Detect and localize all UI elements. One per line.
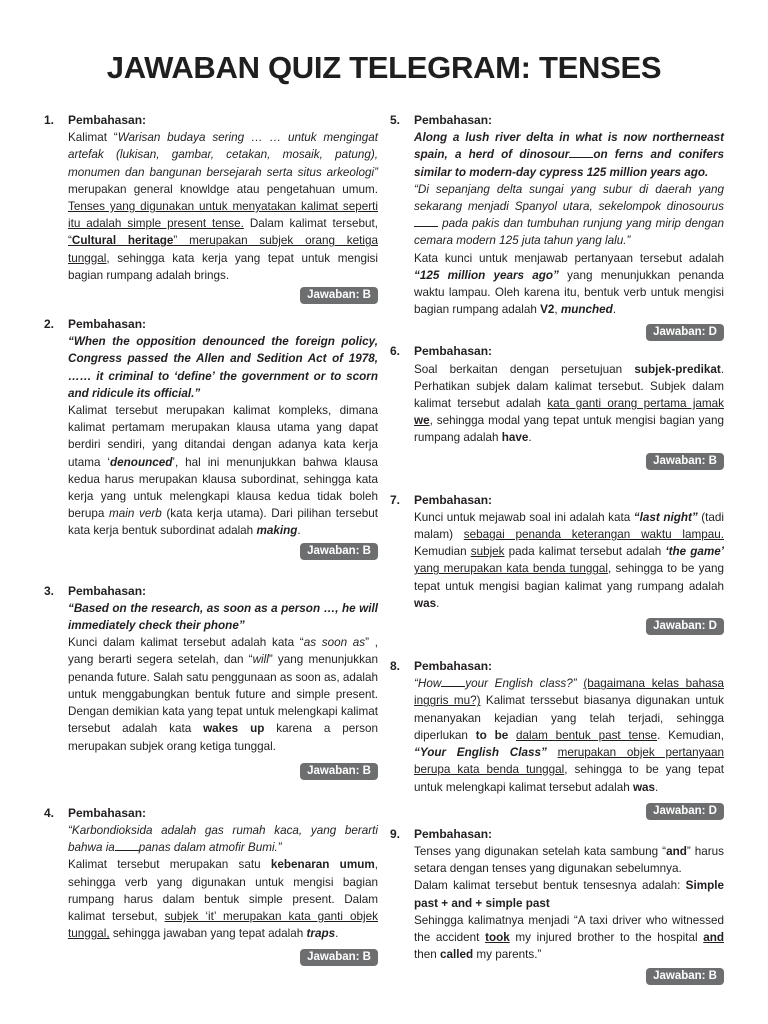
answer-badge: Jawaban: B <box>300 543 378 560</box>
question-number: 5. <box>390 113 401 127</box>
question-number: 3. <box>44 583 55 598</box>
answer-badge: Jawaban: B <box>300 949 378 966</box>
answer-badge: Jawaban: D <box>646 324 724 341</box>
discussion-heading: Pembahasan: <box>414 344 493 359</box>
question-9 <box>390 826 724 986</box>
discussion-text: Sehingga kalimatnya menjadi “A taxi driver who witnessed the accident took my injured brother to the hospital and then called my parents.” <box>414 913 724 962</box>
question-quote: “Based on the research, as soon as a person …, he will immediately check their phone” <box>68 601 378 633</box>
discussion-text: Kata kunci untuk menjawab pertanyaan tersebut adalah “125 million years ago” yang menunjukkan penanda waktu lampau. Oleh karena itu, bentuk verb untuk mengisi bagian rumpang adalah V2, munched. <box>414 251 724 317</box>
question-3 <box>44 583 378 780</box>
discussion-heading: Pembahasan: <box>68 805 147 820</box>
question-number: 4. <box>44 805 55 820</box>
discussion-heading: Pembahasan: <box>414 492 493 507</box>
discussion-heading: Pembahasan: <box>68 113 147 127</box>
question-1 <box>44 112 378 304</box>
left-column <box>44 112 378 966</box>
discussion-heading: Pembahasan: <box>414 826 493 841</box>
discussion-text: “How your English class?” (bagaimana kelas bahasa inggris mu?) Kalimat terssebut biasanya digunakan untuk menanyakan kejadian yang telah terjadi, sehingga diperlukan to be dalam bentuk past tense. Kemudian, “Your English Class” merupakan objek pertanyaan berupa kata benda tunggal, sehingga to be yang tepat untuk melengkapi kalimat tersebut adalah was. <box>414 677 725 794</box>
discussion-text: Tenses yang digunakan setelah kata sambung “and” harus setara dengan tenses yang digunakan sebelumnya. <box>414 844 724 876</box>
answer-badge: Jawaban: D <box>646 803 724 820</box>
answer-badge: Jawaban: B <box>646 453 724 470</box>
discussion-heading: Pembahasan: <box>68 317 147 332</box>
right-column <box>390 112 724 985</box>
question-4 <box>44 805 378 967</box>
discussion-heading: Pembahasan: <box>414 659 493 674</box>
translation-text: “Di sepanjang delta sungai yang subur di daerah yang sekarang menjadi Spanyol utara, sekelompok dinosourus pada pakis dan tumbuhan runjung yang mirip dengan cemara modern 125 juta tahun yang lalu.” <box>414 182 724 248</box>
discussion-text: Kalimat tersebut merupakan kalimat kompleks, dimana kalimat pertamam merupakan klausa utama yang dapat berdiri sendiri, yang ditandai dengan adanya kata kerja utama ‘denounced’, hal ini menunjukkan bahwa klausa kedua harus merupakan klausa subordinat, sehingga kata kerja yang untuk melengkapi klausa kedua tidak boleh berupa main verb (kata kerja utama). Dari pilihan tersebut kata kerja bentuk subordinat adalah making. <box>68 404 379 538</box>
answer-badge: Jawaban: B <box>646 968 724 985</box>
discussion-text: Kunci dalam kalimat tersebut adalah kata “as soon as” , yang berarti segera setelah, dan “will” yang menunjukkan penanda future. Salah satu penggunaan as soon as, adalah untuk menggabungkan bentuk future and simple present. Dengan demikian kata yang tepat untuk melengkapi kalimat tersebut adalah kata wakes up karena a person merupakan subjek orang ketiga tunggal. <box>68 636 379 753</box>
discussion-text: Dalam kalimat tersebut bentuk tensesnya adalah: Simple past + and + simple past <box>414 879 724 910</box>
blank-line <box>569 147 593 158</box>
question-number: 8. <box>390 659 401 674</box>
discussion-text: Kalimat tersebut merupakan satu kebenaran umum, sehingga verb yang digunakan untuk mengisi bagian rumpang harus dalam bentuk simple present. Dalam kalimat tersebut, subjek ‘it’ merupakan kata ganti objek tunggal, sehingga jawaban yang tepat adalah traps. <box>68 858 378 941</box>
question-5 <box>390 112 724 341</box>
question-number: 2. <box>44 317 55 332</box>
page-title: JAWABAN QUIZ TELEGRAM: TENSES <box>106 50 662 85</box>
question-2 <box>44 316 378 560</box>
question-number: 9. <box>390 826 401 841</box>
question-number: 7. <box>390 492 401 507</box>
discussion-text: Soal berkaitan dengan persetujuan subjek-predikat. Perhatikan subjek dalam kalimat tersebut. Subjek dalam kalimat tersebut adalah kata ganti orang pertama jamak we, sehingga modal yang tepat untuk mengisi bagian yang rumpang adalah have. <box>414 362 724 445</box>
discussion-text: Kalimat “Warisan budaya sering … … untuk mengingat artefak (lukisan, gambar, cetakan, mosaik, patung), monumen dan bangunan bersejarah serta situs arkeologi” merupakan general knowldge atau pengetahuan umum. Tenses yang digunakan untuk menyatakan kalimat seperti itu adalah simple present tense. Dalam kalimat tersebut, “Cultural heritage” merupakan subjek orang ketiga tunggal, sehingga kata kerja yang tepat untuk mengisi bagian rumpang adalah brings. <box>68 131 378 282</box>
question-7 <box>390 492 724 635</box>
discussion-text: Kunci untuk mejawab soal ini adalah kata “last night” (tadi malam) sebagai penanda keterangan waktu lampau. Kemudian subjek pada kalimat tersebut adalah ‘the game’ yang merupakan kata benda tunggal, sehingga to be yang tepat untuk mengisi bagian kalimat yang rumpang adalah was. <box>414 510 725 610</box>
blank-line <box>115 840 139 851</box>
answer-badge: Jawaban: B <box>300 763 378 780</box>
blank-line <box>441 676 465 687</box>
question-6 <box>390 343 724 469</box>
answer-badge: Jawaban: B <box>300 287 378 304</box>
question-number: 1. <box>44 113 55 127</box>
discussion-heading: Pembahasan: <box>414 113 493 127</box>
answer-badge: Jawaban: D <box>646 618 724 635</box>
question-8 <box>390 658 724 820</box>
question-quote: Along a lush river delta in what is now northerneast spain, a herd of dinosour on ferns and conifers similar to modern-day cypress 125 million years ago. <box>414 131 724 179</box>
blank-line <box>414 216 438 227</box>
question-quote: “When the opposition denounced the foreign policy, Congress passed the Allen and Sedition Act of 1978, …… it criminal to ‘define’ the government or to scorn and ridicule its official.” <box>68 335 378 400</box>
question-number: 6. <box>390 344 401 359</box>
discussion-heading: Pembahasan: <box>68 583 147 598</box>
question-quote: “Karbondioksida adalah gas rumah kaca, yang berarti bahwa ia panas dalam atmofir Bumi.” <box>68 823 378 855</box>
